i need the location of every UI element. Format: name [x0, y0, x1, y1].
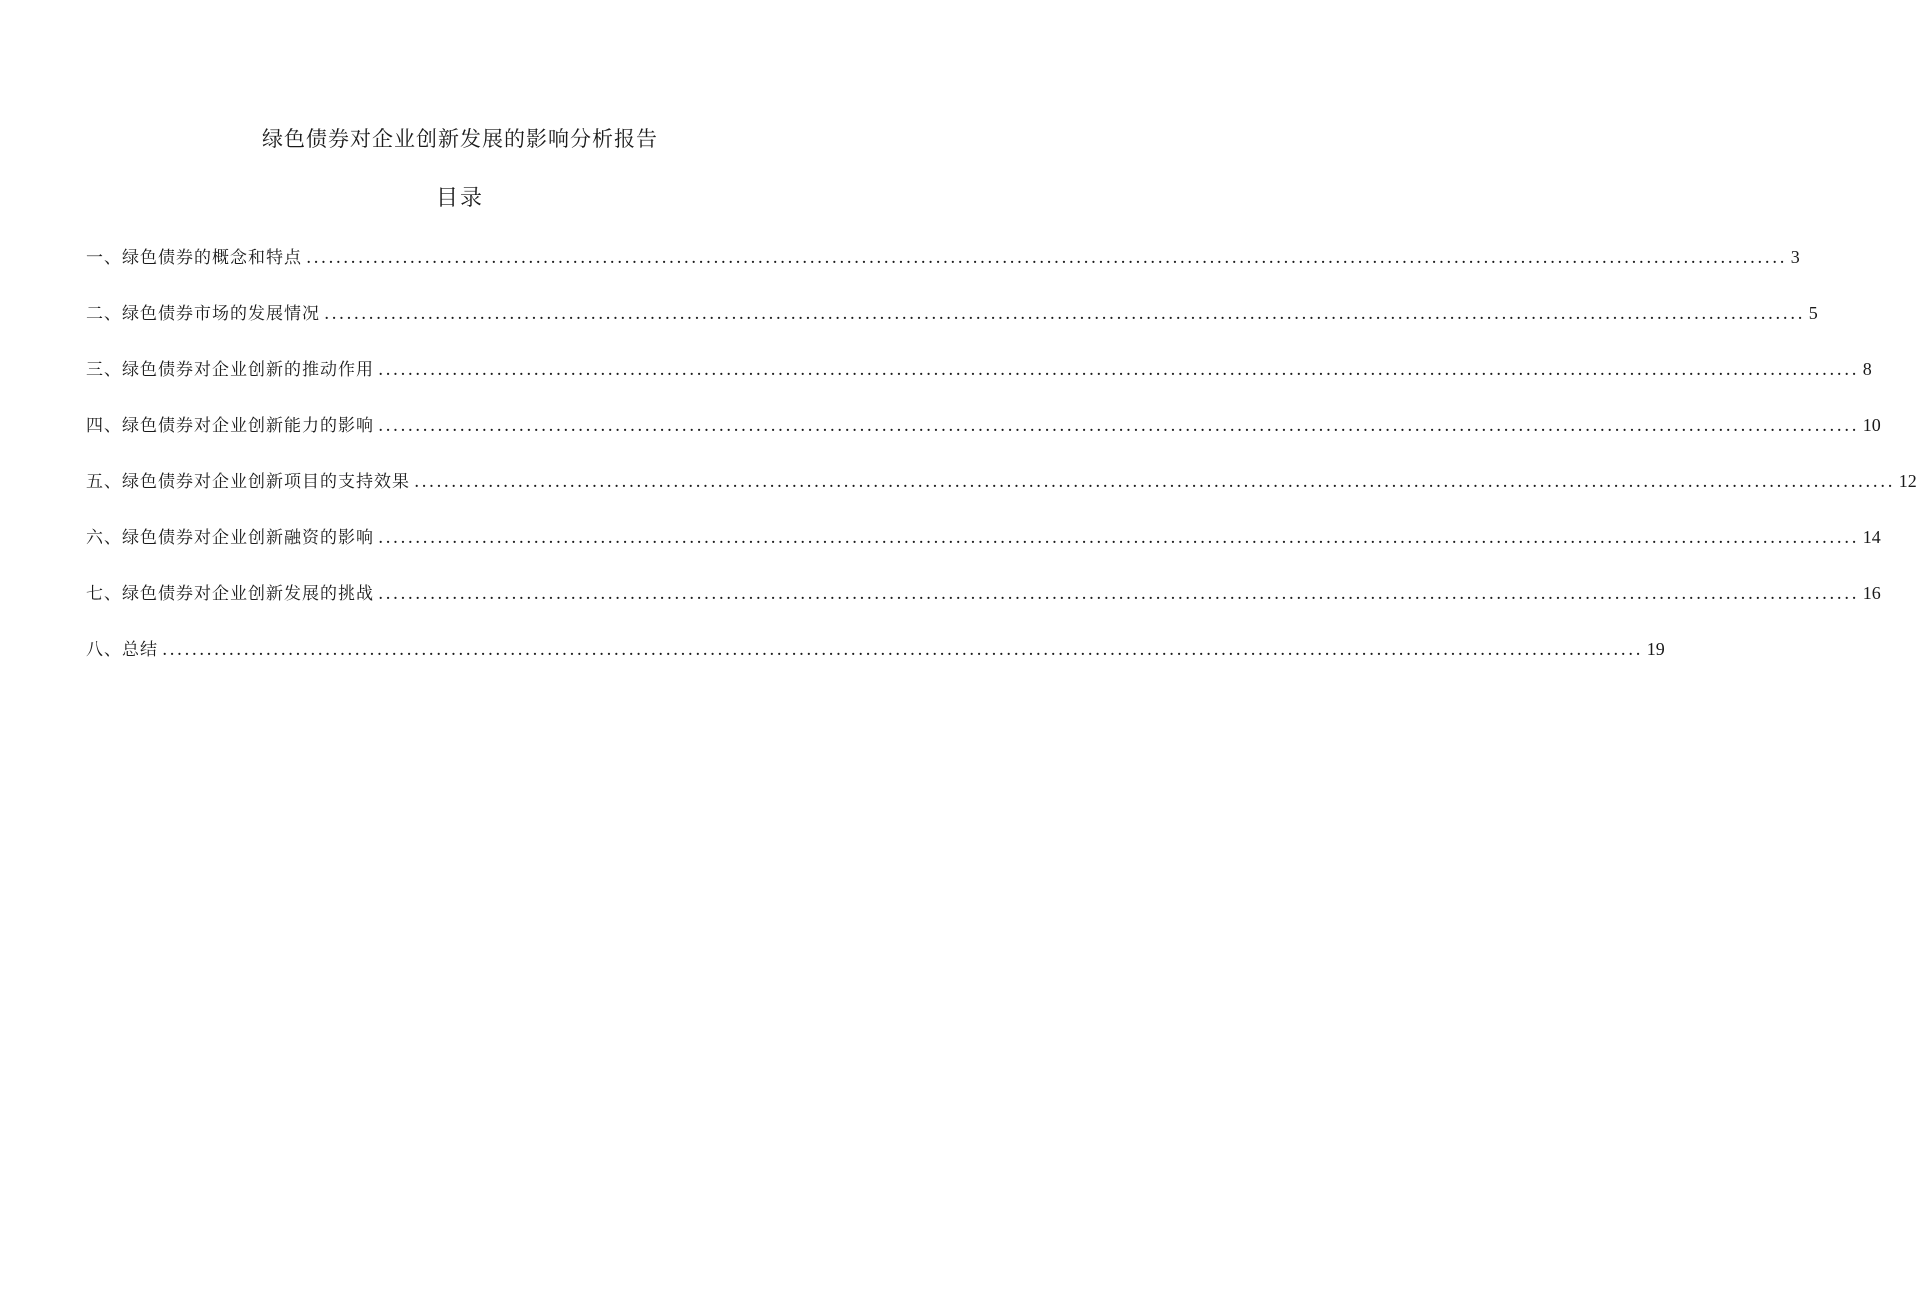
- toc-dot-leader: ........................................................................................................................................................................................................: [378, 584, 1859, 604]
- toc-entry-5[interactable]: [86, 467, 1917, 523]
- toc-entry-6[interactable]: [86, 523, 1881, 579]
- toc-dot-leader: ........................................................................................................................................................................................................: [378, 360, 1859, 380]
- toc-entry-page-number: 12: [1898, 471, 1917, 491]
- toc-dot-leader: ........................................................................................................................................................................................................: [414, 472, 1895, 492]
- toc-entry-page-number: 14: [1862, 527, 1881, 547]
- table-of-contents: [86, 243, 1917, 691]
- toc-entry-page-number: 16: [1862, 583, 1881, 603]
- toc-heading: 目录: [435, 186, 484, 211]
- toc-entry-label: 六、绿色债券对企业创新融资的影响: [86, 528, 374, 548]
- toc-dot-leader: ........................................................................................................................................................................................................: [306, 248, 1787, 268]
- toc-entry-label: 四、绿色债券对企业创新能力的影响: [86, 416, 374, 436]
- toc-entry-label: 五、绿色债券对企业创新项目的支持效果: [86, 472, 410, 492]
- toc-entry-4[interactable]: [86, 411, 1881, 467]
- toc-entry-8[interactable]: [86, 635, 1665, 691]
- toc-entry-label: 一、绿色债券的概念和特点: [86, 248, 302, 268]
- toc-entry-page-number: 8: [1862, 359, 1872, 379]
- toc-entry-1[interactable]: [86, 243, 1800, 299]
- toc-entry-2[interactable]: [86, 299, 1818, 355]
- toc-dot-leader: ........................................................................................................................................................................................................: [378, 416, 1859, 436]
- toc-entry-label: 八、总结: [86, 640, 158, 660]
- toc-dot-leader: ........................................................................................................................................................................................................: [162, 640, 1643, 660]
- toc-entry-page-number: 3: [1790, 247, 1800, 267]
- toc-dot-leader: ........................................................................................................................................................................................................: [378, 528, 1859, 548]
- toc-entry-page-number: 5: [1808, 303, 1818, 323]
- toc-entry-page-number: 10: [1862, 415, 1881, 435]
- toc-entry-3[interactable]: [86, 355, 1872, 411]
- toc-entry-label: 二、绿色债券市场的发展情况: [86, 304, 320, 324]
- toc-entry-label: 三、绿色债券对企业创新的推动作用: [86, 360, 374, 380]
- toc-entry-page-number: 19: [1646, 639, 1665, 659]
- toc-dot-leader: ........................................................................................................................................................................................................: [324, 304, 1805, 324]
- document-title: 绿色债券对企业创新发展的影响分析报告: [262, 127, 658, 151]
- toc-entry-label: 七、绿色债券对企业创新发展的挑战: [86, 584, 374, 604]
- toc-entry-7[interactable]: [86, 579, 1881, 635]
